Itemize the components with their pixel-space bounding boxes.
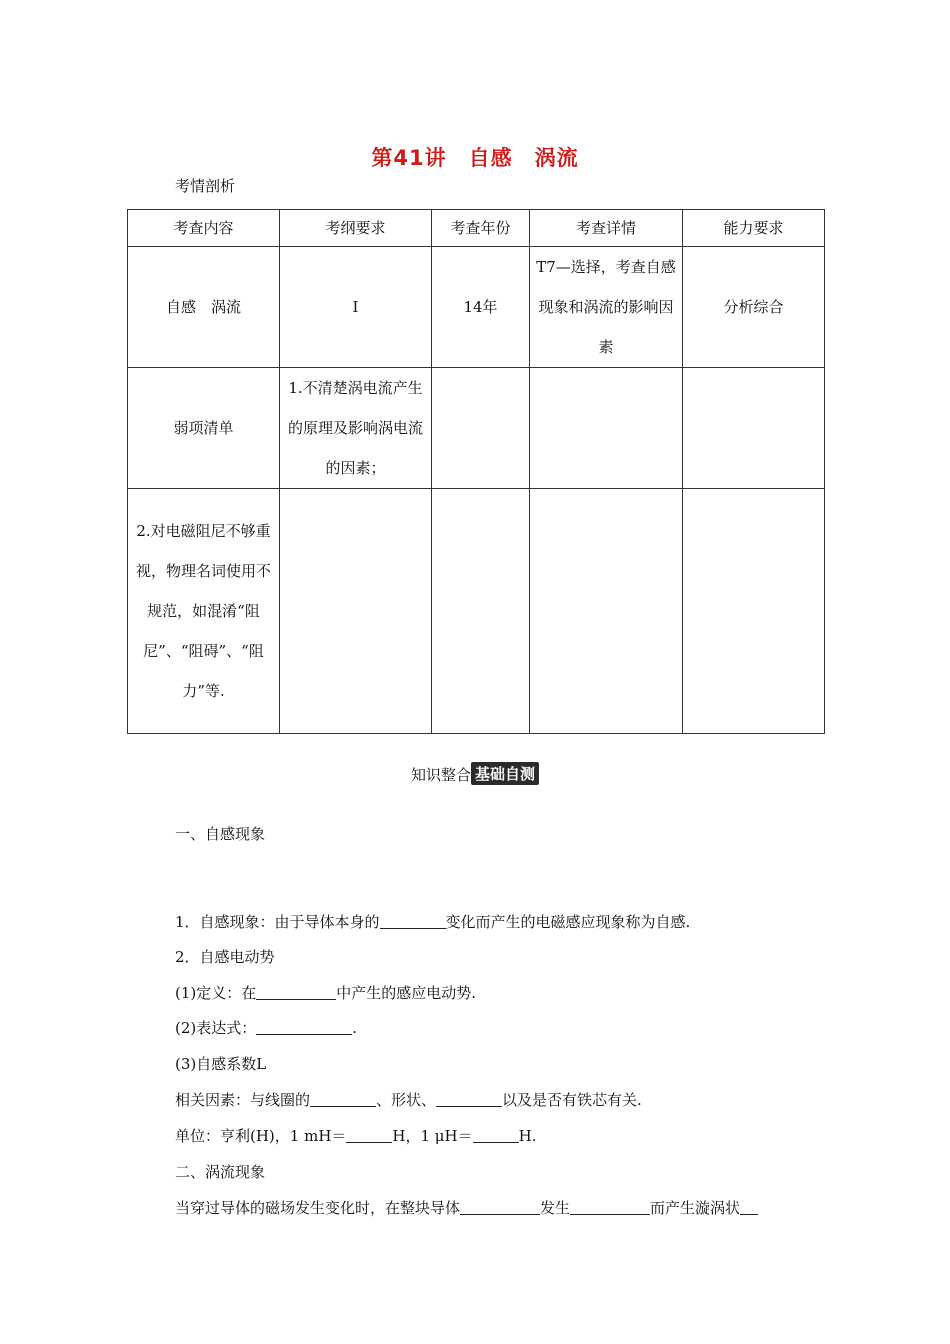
paragraph: (2)表达式： .: [175, 1019, 358, 1037]
fill-blank: [256, 1020, 352, 1035]
table-row: [128, 489, 825, 734]
table-cell: T7—选择，考查自感现象和涡流的影响因素: [530, 247, 683, 368]
table-row: [128, 247, 825, 368]
exam-analysis-table: [127, 209, 825, 734]
header-cell: 考查年份: [432, 210, 530, 247]
table-cell: [530, 489, 683, 734]
table-cell: 分析综合: [683, 247, 825, 368]
fill-blank: [473, 1128, 519, 1143]
table-cell: 自感 涡流: [128, 247, 280, 368]
fill-blank: [310, 1092, 376, 1107]
section-subtitle: 考情剖析: [175, 177, 236, 195]
table-cell: [432, 368, 530, 489]
section-heading: [0, 762, 950, 785]
header-cell: 能力要求: [683, 210, 825, 247]
table-cell: [683, 368, 825, 489]
header-cell: 考查内容: [128, 210, 280, 247]
fill-blank: [740, 1200, 758, 1215]
paragraph: 2．自感电动势: [175, 948, 275, 966]
fill-blank: [436, 1092, 502, 1107]
header-cell: 考查详情: [530, 210, 683, 247]
table-row: [128, 368, 825, 489]
paragraph: 1．自感现象：由于导体本身的 变化而产生的电磁感应现象称为自感.: [175, 913, 691, 931]
heading-eddy-current: 二、涡流现象: [175, 1163, 266, 1181]
paragraph: 单位：亨利(H)，1 mH＝ H，1 μH＝ H.: [175, 1127, 537, 1145]
table-cell: [530, 368, 683, 489]
section-label: 知识整合: [410, 766, 471, 784]
fill-blank: [256, 985, 336, 1000]
fill-blank: [570, 1200, 650, 1215]
fill-blank: [380, 914, 446, 929]
table-cell: 2.对电磁阻尼不够重视，物理名词使用不规范，如混淆“阻尼”、“阻碍”、“阻力”等.: [128, 489, 280, 734]
paragraph: (1)定义：在 中产生的感应电动势.: [175, 984, 477, 1002]
header-cell: 考纲要求: [280, 210, 432, 247]
table-cell: 14年: [432, 247, 530, 368]
page-title: 第41讲 自感 涡流: [371, 146, 579, 170]
table-cell: [432, 489, 530, 734]
table-cell: [683, 489, 825, 734]
table-header-row: [128, 210, 825, 247]
paragraph: 当穿过导体的磁场发生变化时，在整块导体 发生 而产生漩涡状: [175, 1197, 758, 1218]
table-cell: Ⅰ: [280, 247, 432, 368]
paragraph: 相关因素：与线圈的 、形状、 以及是否有铁芯有关.: [175, 1091, 642, 1109]
heading-self-induction: 一、自感现象: [175, 825, 266, 843]
fill-blank: [346, 1128, 392, 1143]
table-cell: 弱项清单: [128, 368, 280, 489]
table-cell: 1.不清楚涡电流产生的原理及影响涡电流的因素；: [280, 368, 432, 489]
fill-blank: [460, 1200, 540, 1215]
table-cell: [280, 489, 432, 734]
paragraph: (3)自感系数L: [175, 1055, 267, 1073]
section-badge: 基础自测: [471, 762, 539, 785]
